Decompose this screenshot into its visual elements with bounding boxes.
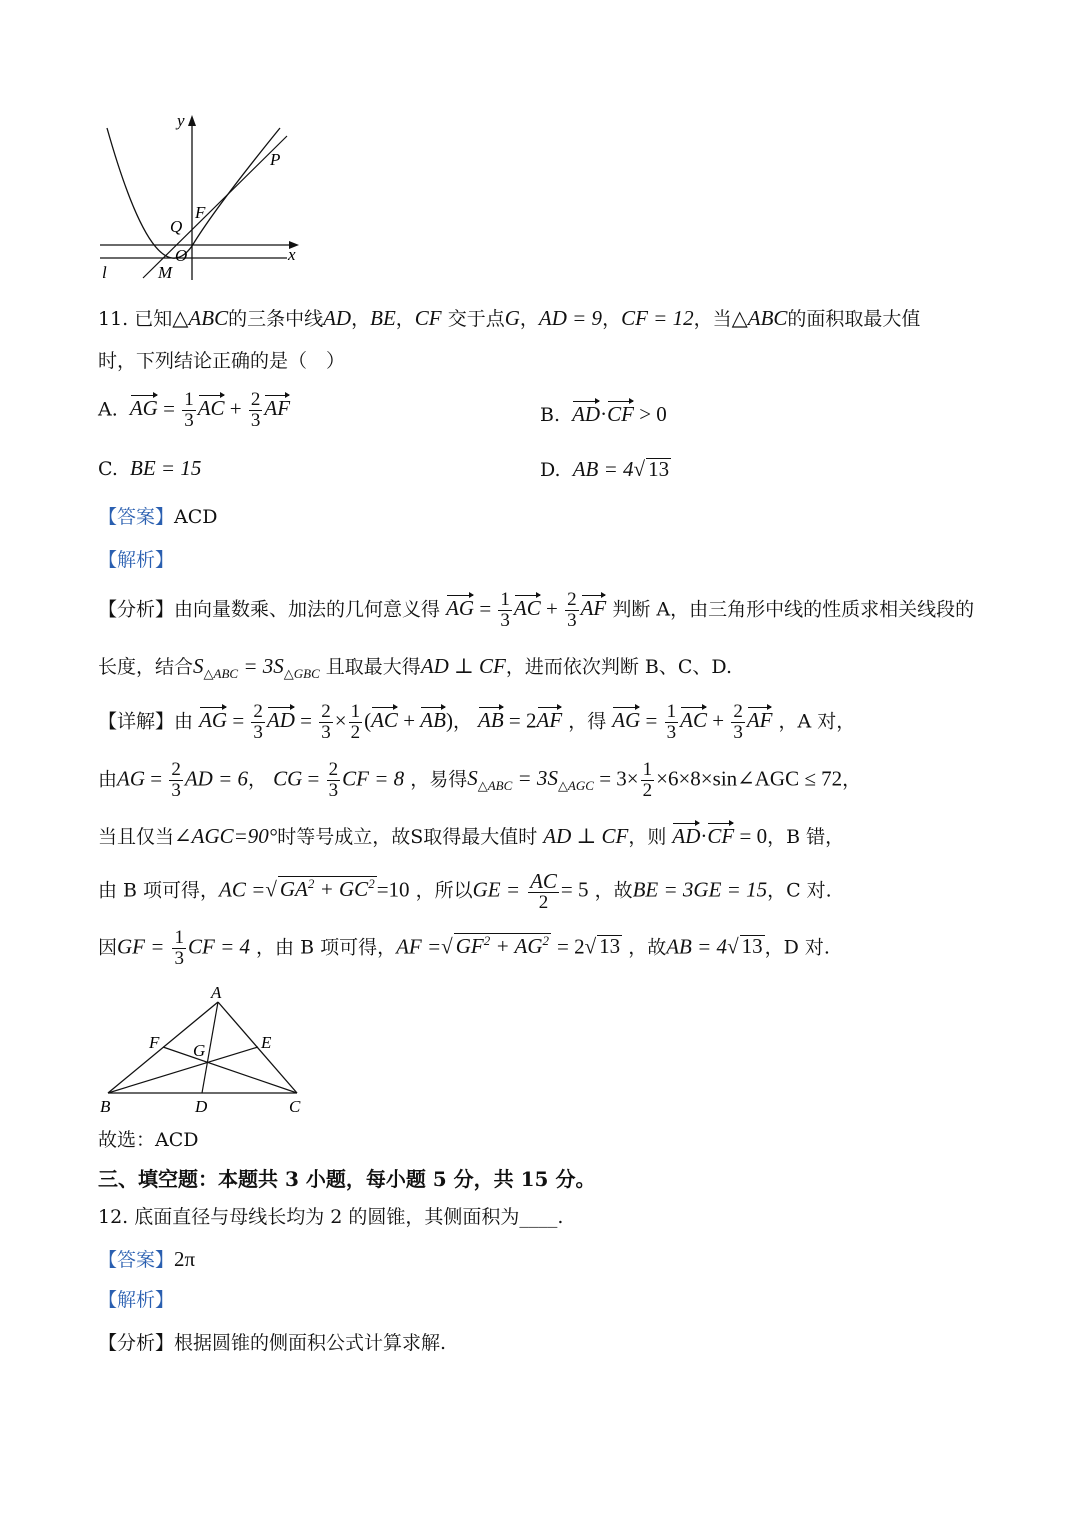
q11-option-c[interactable]: C. BE = 15 [98, 456, 202, 480]
label-l: l [102, 263, 107, 282]
label-Q: Q [170, 217, 183, 236]
label-A: A [211, 983, 222, 1002]
q11-stem-line2: 时，下列结论正确的是（ ） [98, 350, 346, 372]
detail-11-line2: 由AG = $\frac{2}{3}$ AD = 6， CG = $\frac{2}{3}$ CF = 8 ，易得$S_{\triangle ABC} = 3S_{\triangle AGC} = 3\times$ $\frac{1}{2}$ ×6×8×sin∠AGC ≤ 72， [98, 759, 862, 801]
label-y: y [177, 111, 185, 130]
jiexi-heading-11: 【解析】 [98, 549, 175, 571]
answer-11: 【答案】ACD [98, 506, 218, 528]
parabola-figure [95, 108, 310, 286]
label-E: E [261, 1033, 272, 1052]
label-D: D [195, 1097, 208, 1116]
q11-option-b[interactable]: B. AD·CF > 0 [540, 402, 667, 426]
q11-stem-line1: 11. 已知△ABC的三条中线AD，BE，CF 交于点G，AD = 9，CF = 12，当△ABC的面积取最大值 [98, 306, 921, 330]
parabola-curve [107, 128, 280, 258]
label-G: G [193, 1041, 206, 1060]
detail-11-line3: 当且仅当∠AGC=90°时等号成立，故S取得最大值时 AD ⊥ CF，则 AD·CF = 0，B 错， [98, 824, 845, 848]
choice-11: 故选：ACD [98, 1129, 199, 1151]
fenxi-11-line1: 【分析】由向量数乘、加法的几何意义得 AG = $\frac{1}{3}$ AC + $\frac{2}{3}$ AF 判断 A，由三角形中线的性质求相关线段的 [98, 589, 975, 631]
triangle-figure [95, 980, 315, 1120]
q11-option-a[interactable]: A. AG = $\frac{1}{3}$ AC + $\frac{2}{3}$ AF [98, 389, 291, 431]
answer-12: 【答案】2π [98, 1247, 196, 1271]
label-C: C [289, 1097, 301, 1116]
q12-stem: 12. 底面直径与母线长均为 2 的圆锥，其侧面积为____. [98, 1206, 564, 1228]
jiexi-heading-12: 【解析】 [98, 1289, 175, 1311]
label-F: F [149, 1033, 160, 1052]
label-B: B [100, 1097, 111, 1116]
detail-11-line1: 【详解】由 AG = $\frac{2}{3}$ AD = $\frac{2}{3}$ × $\frac{1}{2}$ (AC + AB)， AB = 2AF ，得 AG = $\frac{1}{3}$ AC + $\frac{2}{3}$ AF ，A 对， [98, 701, 856, 743]
fenxi-12: 【分析】根据圆锥的侧面积公式计算求解. [98, 1332, 447, 1354]
label-F: F [195, 203, 206, 222]
label-M: M [158, 263, 173, 282]
y-axis-arrow [188, 115, 196, 126]
label-P: P [270, 150, 281, 169]
label-x: x [288, 245, 296, 264]
detail-11-line5: 因GF = $\frac{1}{3}$ CF = 4 ，由 B 项可得，AF =√ $GF^2 + AG^2 = 2√$ 13 ，故AB = 4√ 13 ，D 对. [98, 927, 830, 969]
secant-line [143, 136, 287, 278]
fenxi-11-line2: 长度，结合$S_{\triangle ABC} = 3S_{\triangle GBC}$ 且取最大得AD ⊥ CF，进而依次判断 B、C、D. [98, 654, 733, 681]
q11-option-d[interactable]: D. AB = 4√ 13 [540, 457, 670, 481]
section-3-heading: 三、填空题：本题共 3 小题，每小题 5 分，共 15 分。 [98, 1167, 596, 1191]
detail-11-line4: 由 B 项可得，AC =√ $GA^2 + GC^2=10$ ，所以GE = $\frac{AC}{2}$ = 5 ，故BE = 3GE = 15，C 对. [98, 869, 832, 914]
label-O: O [175, 246, 188, 265]
